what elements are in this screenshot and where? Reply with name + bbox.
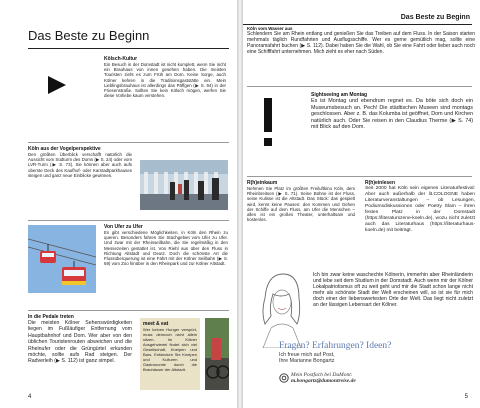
questions-greeting: [279, 352, 469, 365]
item-heading: Köln aus der Vogelperspektive: [28, 146, 101, 152]
divider: [28, 310, 229, 311]
item-vogelperspektive: [28, 146, 132, 178]
item-ufer-zu-ufer: [104, 224, 228, 266]
meet-eat-heading: meet & eat: [143, 321, 169, 327]
title-rule: [28, 48, 229, 49]
mail-block: [291, 372, 471, 385]
meet-eat-box: [140, 318, 200, 390]
item-sightseeing: [311, 92, 473, 131]
author-portrait: [253, 268, 309, 348]
questions-heading: Fragen? Erfahrungen? Ideen?: [279, 341, 392, 351]
header-rule: [243, 24, 472, 25]
bike-photo: [205, 318, 229, 390]
item-body: Nehmen Sie Platz im größten Freiluftkino Köln, dem Rheinbreitsen (▶ S. 71). Seine Bühne ist der Fluss, seine Kulisse ist die Altstadt. Das Stück: das gespielt wird, kennt keine Pausen: den Kommen und Gehen der Schiffe auf dem Fluss, am Ufer die Menschen – alles ist ein großes Theater, unterhaltsam und kostenlos.: [247, 186, 355, 223]
arrow-right-icon: [46, 74, 68, 96]
item-heading: Sightseeing am Montag: [311, 92, 368, 98]
item-body: Schlendern Sie am Rhein entlang und genießen Sie das Treiben auf dem Fluss. In der Saison starten mehrmals täglich Rundfahrten und Ausflugsschiffe. Wer es gerne gemütlich mag, sollte eine Panoramafahrt buchen (▶ S. 112). Dabei haben Sie die Wahl, ob Sie eine Fahrt oder lieber auch noch eine Schifffahrt unternehmen. Mich zieht es eher nach Süden.: [247, 31, 475, 55]
item-heading: Kölsch-Kultur: [104, 56, 138, 62]
item-vom-wasser: [247, 26, 475, 55]
page-number: 5: [464, 394, 468, 400]
item-rheinlesen: [365, 180, 475, 234]
author-bio: [313, 272, 473, 309]
questions-line-2: Ihre Marianne Bongartz: [279, 358, 335, 365]
item-body: Ein Besuch in der Domstadt ist nicht komplett, wenn Sie nicht ein Brauhaus von innen gesehen haben. Die meisten Touristen zieht es zum Früh am Dom. Keine Sorge, auch Kölner kehren in die Traditionsgaststätte ein. Mein Lieblingsbrauhaus ist allerdings das Päffgen (▶ S. 94) in der Friesenstraße. Sollten Sie kein Kölsch mögen, werfen Sie diese Vorliebe kaum verstehen.: [104, 62, 226, 99]
divider: [247, 86, 472, 87]
item-body: Die meisten Kölner Sehenswürdigkeiten liegen im Fußläufiger Entfernung vom Hauptbahnhof und Dom. Wer aber von den üblichen Touristenrouten abweichen und die Rheinufer oder die Grüngürtel erkunden möchte, sollte aufs Rad steigen. Der Radverleih (▶ S. 112) ist ganz simpel.: [28, 320, 132, 365]
page-number: 4: [28, 394, 32, 400]
divider: [247, 176, 472, 177]
exclamation-icon: [253, 96, 283, 152]
item-heading: R(h)einkaum: [247, 180, 278, 186]
divider: [28, 142, 229, 143]
left-page: [0, 0, 237, 408]
item-heading: Köln vom Wasser aus: [247, 26, 293, 31]
observation-deck-photo: [140, 160, 228, 210]
item-heading: R(h)einlesen: [365, 180, 396, 186]
mail-label: Mein Postfach bei DuMont:: [291, 372, 353, 378]
meet-eat-body: Wer keinen Hunger verspürt, muss dennoch nicht allein sitzen. Im Kölner Ausgehviertel findet sich viel Gesellschaft, Kneipen und Bars. Entdecken Sie Kneipen und Kulturen und Gastronomie durch die Brauhäuser der Altstadt.: [143, 327, 197, 372]
item-body: Es ist Montag und ebendrum regnet es. Da böte sich doch ein Museumsbesuch an. Pech! Die städtischen Museen sind montags geschlossen. Aber z. B. das Kolumba ist geöffnet, Dom und Kirchen natürlich auch. Oder Sie reisen in den Claudius Therme (▶ S. 74) mit Blick auf den Dom.: [311, 98, 473, 131]
item-koelsch-kultur: [104, 56, 226, 98]
item-rheinkaum: [247, 180, 355, 222]
item-body: Seit 2000 hat Köln sein eigenes Literaturfestival: Aber auch außerhalb der lit.COLOGNE haben Literaturveranstaltungen – ob Lesungen, Podiumsdiskussionen oder Poetry Slam – ihren festen Platz in der Domstadt (https://literaturszene-koeln.de), wozu nicht zuletzt auch das Literaturhaus (https://literaturhaus-koeln.de) mit beiträgt.: [365, 186, 475, 233]
mail-address[interactable]: m.bongartz@dumontreise.de: [291, 378, 356, 385]
section-title: Das Beste zu Beginn: [28, 28, 150, 43]
questions-line-1: Ich freue mich auf Post,: [279, 352, 335, 358]
item-heading: In die Pedale treten: [28, 314, 74, 320]
right-page: [243, 0, 480, 408]
at-icon: [279, 373, 289, 383]
author-bio-text: Ich bin zwar keine waschechte Kölnerin, immerhin aber Rheinländerin und lebe seit dem Studium in der Domstadt. Auch wenn mir der Kölner Lokalpatriotismus oft zu weit geht und mir die Stadt schon lange nicht mehr als schönste Stadt der Welt erscheinen will, so ist sie für mich doch einer der liebenswertesten Orte der Welt. Das liegt nicht zuletzt an der lässigen Lebensart der Kölner.: [313, 272, 473, 309]
item-body: Den größten Überblick verschafft natürlich die Aussicht vom Südturm des Doms (▶ S. 24) oder vom LVR-Turm (▶ S. 73). Sie können aber auch aufs oberste Deck des Kaufhof- oder Karstadtparkhauses steigen und ganz neue Einblicke gewinnen.: [28, 152, 132, 178]
item-pedale: [28, 314, 132, 365]
running-header: Das Beste zu Beginn: [400, 14, 470, 21]
item-heading: Von Ufer zu Ufer: [104, 224, 143, 230]
item-body: Es gibt verschiedene Möglichkeiten, in Köln den Rhein zu queren. Besonders fahren Sie Stachgebiet vom Ufer zu Ufer. Und zwar mit der Rheinseilbahn, die Sie regelmäßig in den Messezeiten gestattet ist. Von Riehl aus über den Fluss in Richtung Altstadt und Deutz. Doch die schönste Art die Flussüberquerung ist eine Fahrt mit der Kölner Seilbahn (▶ S. 69) vom Zoo hinüber in den Rheinpark und zur Kölner Altstadt.: [104, 230, 228, 267]
cable-car-photo: [28, 225, 96, 293]
divider: [28, 220, 229, 221]
